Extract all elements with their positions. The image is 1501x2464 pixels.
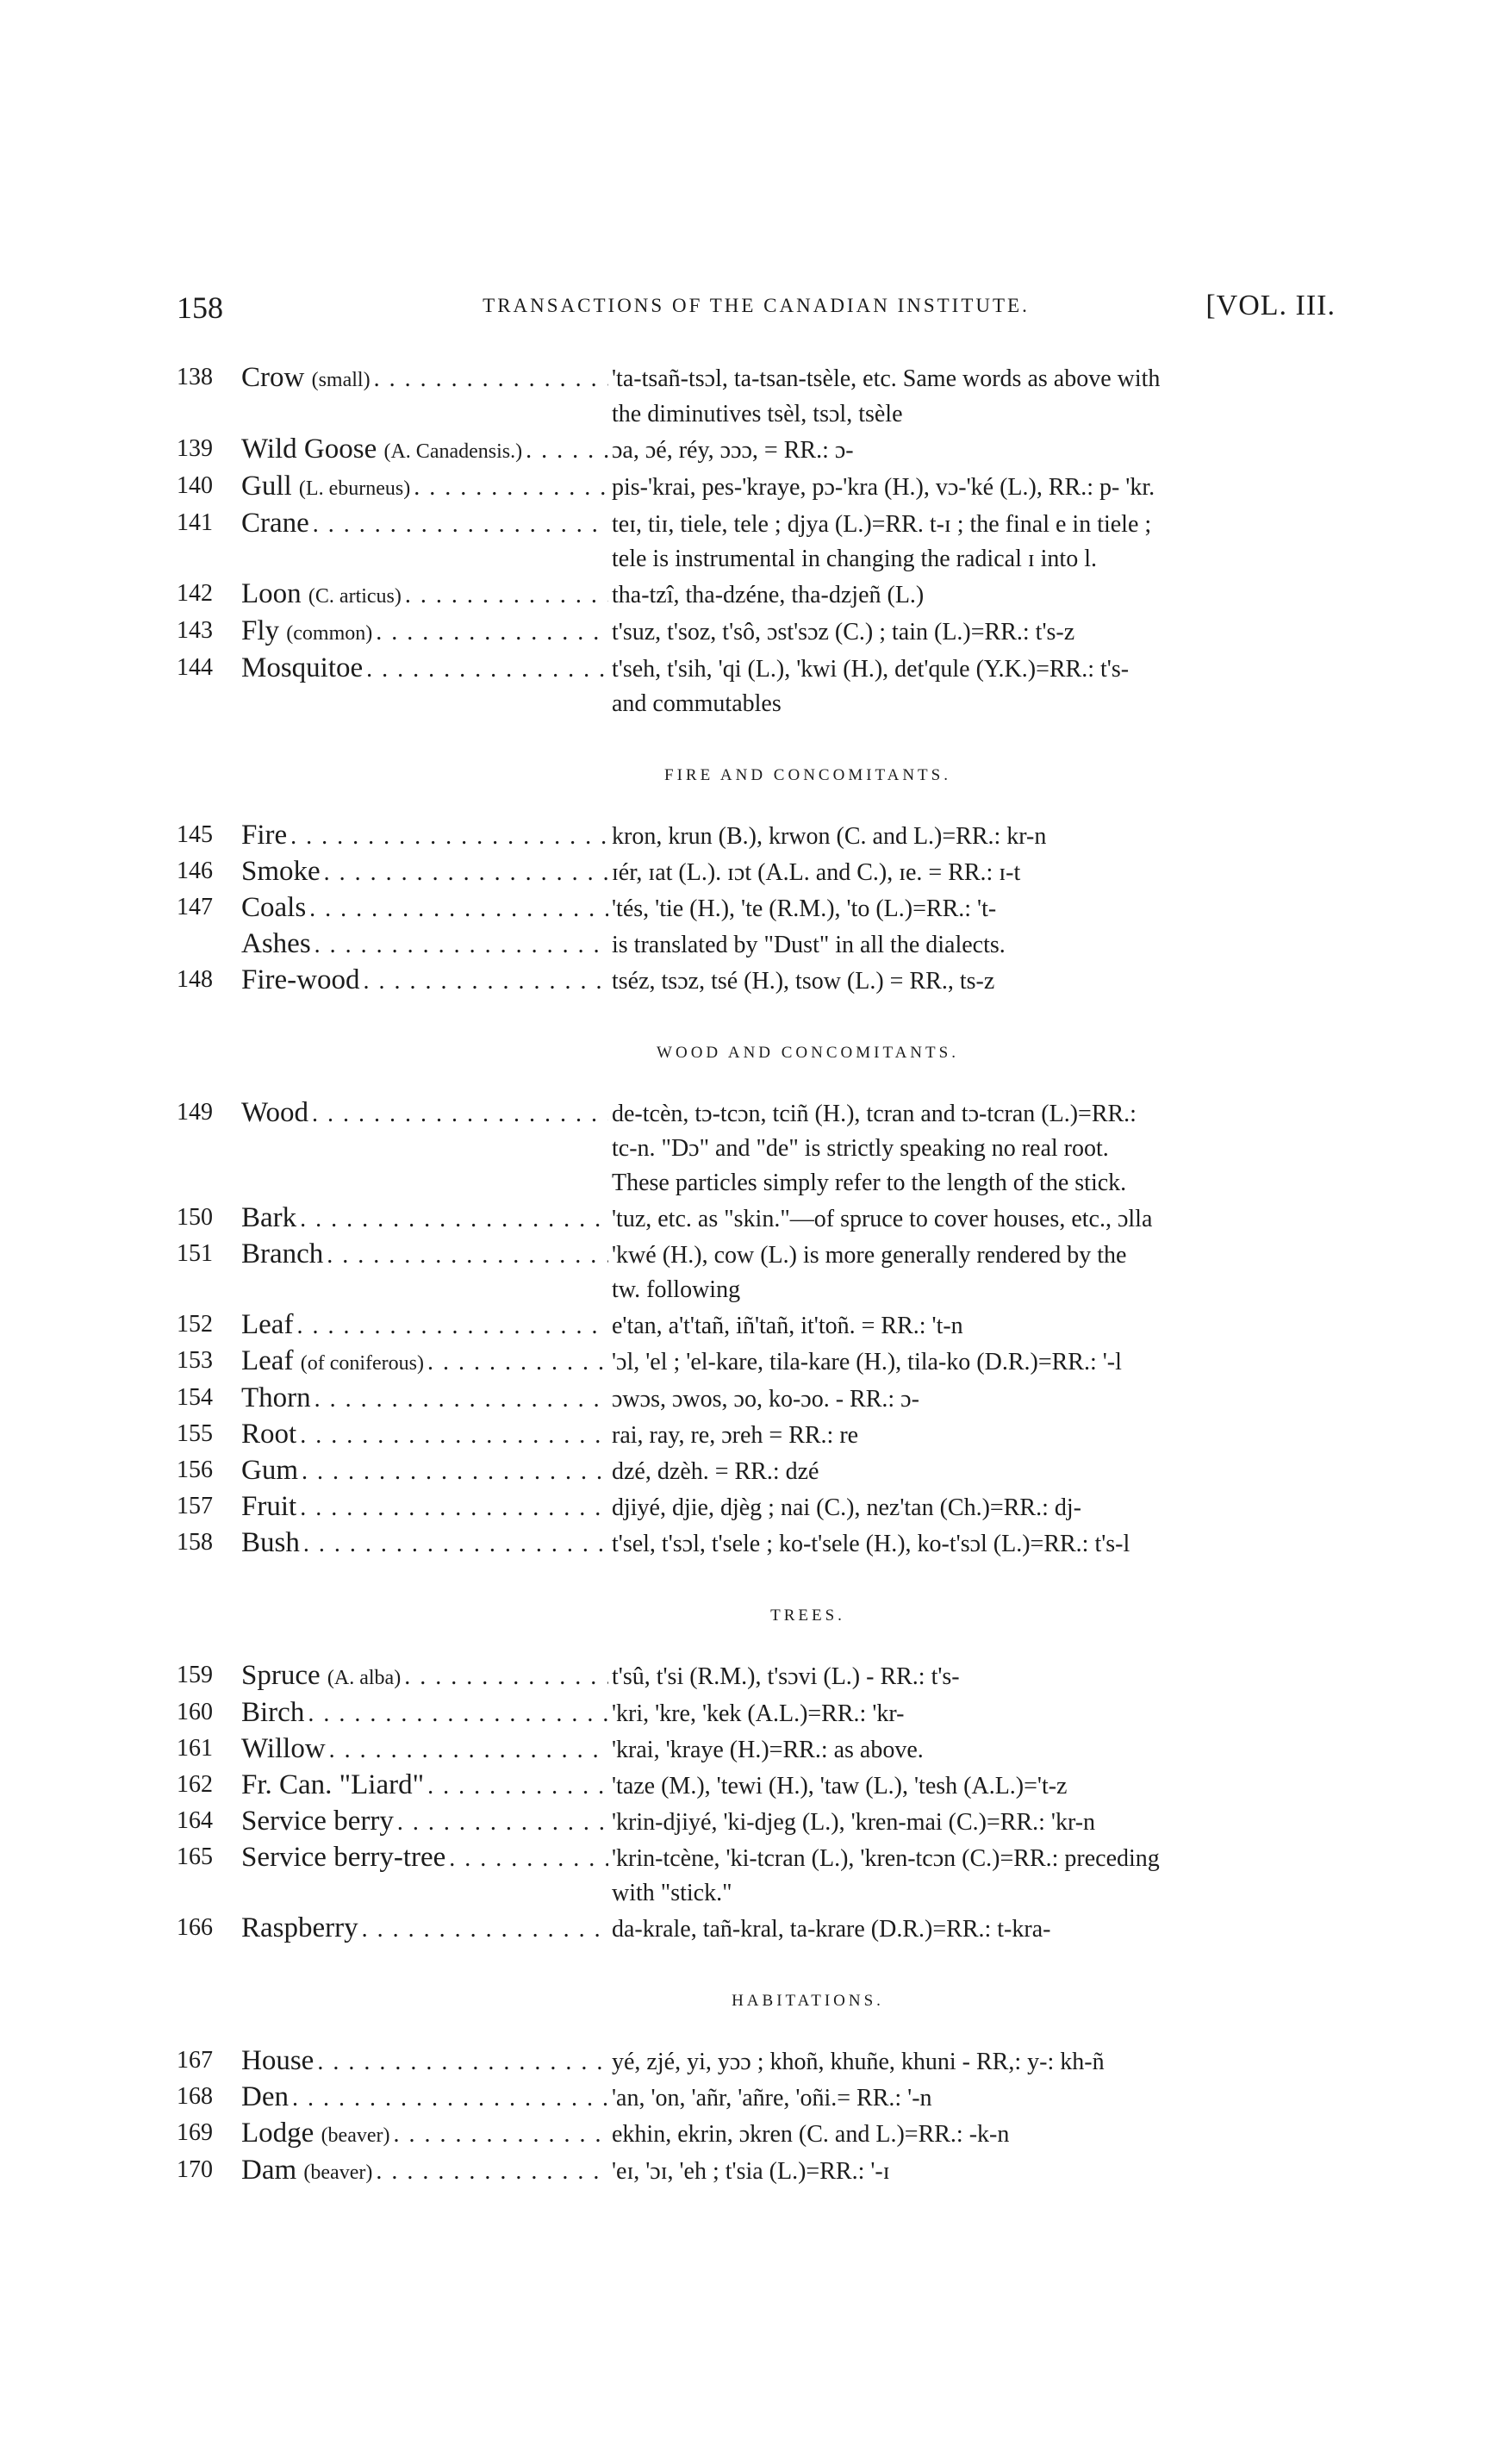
entry-term-word: Den <box>241 2081 289 2112</box>
leader-dots <box>449 1842 608 1876</box>
entry-definition: 'ɔl, 'el ; 'el-kare, tila-kare (H.), tila-ko (D.R.)=RR.: '-l <box>612 1349 1122 1375</box>
vocab-section <box>177 766 1336 999</box>
entry-number: 153 <box>177 1347 213 1374</box>
entry-number: 166 <box>177 1914 213 1941</box>
entry-definition: tséz, tsɔz, tsé (H.), tsow (L.) = RR., ts-z <box>612 968 995 995</box>
leader-dots <box>292 2081 608 2116</box>
leader-dots <box>313 508 608 542</box>
vocab-entry <box>177 432 1336 469</box>
leader-dots <box>397 1806 608 1840</box>
leader-dots <box>324 856 608 890</box>
entry-term <box>241 1201 296 1235</box>
entry-number: 140 <box>177 472 213 499</box>
entry-term <box>241 1840 445 1875</box>
entry-term <box>241 2116 390 2153</box>
entry-term-word: Root <box>241 1419 297 1450</box>
entry-number: 149 <box>177 1099 213 1126</box>
vocab-entry <box>177 1381 1336 1417</box>
vocab-entry <box>177 2153 1336 2190</box>
entry-number: 160 <box>177 1699 213 1725</box>
entry-number: 143 <box>177 617 213 644</box>
vocab-entry <box>177 1489 1336 1525</box>
entry-term <box>241 1095 308 1130</box>
entry-number: 155 <box>177 1420 213 1447</box>
entry-term <box>241 1911 358 1945</box>
vocab-entry <box>177 1417 1336 1453</box>
vocab-entry <box>177 2116 1336 2153</box>
entry-definition: ɪér, ɪat (L.). ɪɔt (A.L. and C.), ɪe. = RR.: ɪ-t <box>612 859 1021 886</box>
entry-term <box>241 818 287 852</box>
entry-definition: teɪ, tiɪ, tiele, tele ; djya (L.)=RR. t-ɪ ; the final e in tiele ; <box>612 511 1152 538</box>
entry-term-note: (beaver) <box>321 2124 390 2147</box>
leader-dots <box>366 652 608 687</box>
vocab-entry <box>177 614 1336 651</box>
vocab-entry <box>177 1804 1336 1840</box>
leader-dots <box>302 1455 608 1489</box>
entry-term <box>241 506 309 540</box>
entry-term <box>241 360 371 397</box>
entry-number: 161 <box>177 1735 213 1762</box>
entry-definition: yé, zjé, yi, yɔɔ ; khoñ, khuñe, khuni - RR,: y-: kh-ñ <box>612 2049 1105 2075</box>
entry-term <box>241 432 522 469</box>
vocabulary-list <box>177 360 1336 2190</box>
vocab-entry <box>177 1453 1336 1489</box>
entry-term-word: Bark <box>241 1202 297 1233</box>
vocab-entry <box>177 1344 1336 1381</box>
entry-term-word: Bush <box>241 1527 300 1558</box>
entry-term <box>241 651 363 685</box>
entry-term-word: Branch <box>241 1238 324 1269</box>
entry-term-word: House <box>241 2045 315 2076</box>
entry-term <box>241 1768 424 1802</box>
entry-term <box>241 854 321 889</box>
volume-label: [VOL. III. <box>1205 290 1336 321</box>
entry-number: 169 <box>177 2119 213 2146</box>
entry-number: 146 <box>177 858 213 884</box>
entry-number: 142 <box>177 580 213 607</box>
entry-term <box>241 614 372 651</box>
leader-dots <box>394 2118 609 2152</box>
leader-dots <box>427 1769 608 1804</box>
vocab-entry <box>177 1768 1336 1804</box>
vocab-section <box>177 360 1336 721</box>
entry-number: 141 <box>177 509 213 536</box>
vocab-entry <box>177 1095 1336 1201</box>
entry-term-word: Leaf <box>241 1345 294 1376</box>
entry-number: 158 <box>177 1529 213 1556</box>
section-heading: HABITATIONS. <box>732 1992 884 2010</box>
entry-term-word: Crow <box>241 362 305 393</box>
leader-dots <box>317 2045 608 2080</box>
entry-definition: 'krin-tcène, 'ki-tcran (L.), 'kren-tcɔn (C.)=RR.: preceding <box>612 1845 1160 1872</box>
page-number: 158 <box>177 290 223 325</box>
entry-definition: pis-'krai, pes-'kraye, pɔ-'kra (H.), vɔ-'ké (L.), RR.: p- 'kr. <box>612 474 1155 501</box>
entry-term <box>241 1731 326 1766</box>
vocab-entry <box>177 1731 1336 1768</box>
leader-dots <box>300 1419 608 1453</box>
leader-dots <box>300 1202 608 1237</box>
entry-term <box>241 469 410 506</box>
entry-number: 150 <box>177 1204 213 1231</box>
entry-term <box>241 963 359 997</box>
entry-definition: 'eɪ, 'ɔɪ, 'eh ; t'sia (L.)=RR.: '-ɪ <box>612 2158 890 2185</box>
entry-definition: t'suz, t'soz, t'sô, ɔst'sɔz (C.) ; tain (L.)=RR.: t's-z <box>612 619 1075 646</box>
entry-definition: 'taze (M.), 'tewi (H.), 'taw (L.), 'tesh (A.L.)='t-z <box>612 1773 1068 1800</box>
leader-dots <box>315 1382 608 1417</box>
vocab-entry <box>177 890 1336 926</box>
leader-dots <box>329 1733 608 1768</box>
entry-term-word: Birch <box>241 1697 305 1728</box>
vocab-entry <box>177 1307 1336 1344</box>
vocab-entry <box>177 577 1336 614</box>
entry-definition: dzé, dzèh. = RR.: dzé <box>612 1458 819 1485</box>
entry-term <box>241 890 306 925</box>
entry-term-word: Service berry-tree <box>241 1842 446 1873</box>
vocab-entry <box>177 854 1336 890</box>
entry-term <box>241 1525 300 1560</box>
entry-term <box>241 926 311 961</box>
entry-definition: kron, krun (B.), krwon (C. and L.)=RR.: kr-n <box>612 823 1047 850</box>
entry-definition: 'ta-tsañ-tsɔl, ta-tsan-tsèle, etc. Same words as above with <box>612 365 1161 392</box>
entry-definition-continued: These particles simply refer to the length of the stick. <box>612 1170 1127 1196</box>
leader-dots <box>374 362 608 396</box>
entry-definition-continued: with "stick." <box>612 1880 732 1906</box>
entry-definition: ekhin, ekrin, ɔkren (C. and L.)=RR.: -k-n <box>612 2121 1010 2148</box>
entry-number: 139 <box>177 435 213 462</box>
entry-term <box>241 1417 296 1451</box>
entry-term-word: Ashes <box>241 928 311 959</box>
entry-definition-continued: tele is instrumental in changing the radical ɪ into l. <box>612 546 1097 572</box>
leader-dots <box>362 1912 608 1947</box>
entry-definition: 'kri, 'kre, 'kek (A.L.)=RR.: 'kr- <box>612 1700 905 1727</box>
entry-definition: is translated by "Dust" in all the dialects. <box>612 932 1006 958</box>
vocab-entry <box>177 360 1336 432</box>
entry-number: 167 <box>177 2047 213 2074</box>
entry-number: 138 <box>177 364 213 390</box>
vocab-entry <box>177 1201 1336 1237</box>
section-heading: TREES. <box>770 1606 845 1625</box>
leader-dots <box>327 1238 608 1273</box>
entry-definition: rai, ray, re, ɔreh = RR.: re <box>612 1422 859 1449</box>
entry-term-note: (common) <box>286 622 373 645</box>
leader-dots <box>290 820 608 854</box>
entry-definition: djiyé, djie, djèg ; nai (C.), nez'tan (Ch.)=RR.: dj- <box>612 1494 1081 1521</box>
entry-term-word: Fly <box>241 615 280 646</box>
leader-dots <box>405 578 608 613</box>
entry-term-note: (small) <box>311 369 371 391</box>
vocab-entry <box>177 2080 1336 2116</box>
entry-definition: 'an, 'on, 'añr, 'añre, 'oñi.= RR.: '-n <box>612 2085 932 2112</box>
entry-definition-continued: the diminutives tsèl, tsɔl, tsèle <box>612 401 903 427</box>
entry-term-word: Coals <box>241 892 307 923</box>
entry-term-word: Thorn <box>241 1382 311 1413</box>
entry-number: 152 <box>177 1311 213 1338</box>
entry-term <box>241 1489 296 1524</box>
entry-term-word: Spruce <box>241 1660 321 1691</box>
section-heading: FIRE AND CONCOMITANTS. <box>664 766 951 784</box>
entry-definition: e'tan, a't'tañ, iñ'tañ, it'toñ. = RR.: 't-n <box>612 1313 963 1339</box>
entry-term-word: Wild Goose <box>241 434 377 465</box>
entry-term-word: Dam <box>241 2155 297 2186</box>
entry-term-word: Smoke <box>241 856 321 887</box>
entry-term-word: Loon <box>241 578 302 609</box>
entry-definition: 'krai, 'kraye (H.)=RR.: as above. <box>612 1737 924 1763</box>
entry-number: 159 <box>177 1662 213 1688</box>
entry-term <box>241 2080 289 2114</box>
entry-number: 168 <box>177 2083 213 2110</box>
entry-term-word: Fire <box>241 820 288 851</box>
vocab-entry <box>177 651 1336 721</box>
vocab-entry <box>177 926 1336 963</box>
vocab-entry <box>177 963 1336 999</box>
entry-number: 165 <box>177 1843 213 1870</box>
entry-term-note: (L. eburneus) <box>298 477 411 500</box>
leader-dots <box>300 1491 608 1525</box>
leader-dots <box>414 471 608 505</box>
entry-definition: ɔa, ɔé, réy, ɔɔɔ, = RR.: ɔ- <box>612 437 854 464</box>
vocab-entry <box>177 1658 1336 1695</box>
running-title: TRANSACTIONS OF THE CANADIAN INSTITUTE. <box>483 295 1030 316</box>
entry-definition-continued: tw. following <box>612 1276 741 1303</box>
page-header <box>177 290 1336 333</box>
entry-number: 164 <box>177 1807 213 1834</box>
entry-definition-continued: tc-n. "Dɔ" and "de" is strictly speaking no real root. <box>612 1135 1109 1162</box>
entry-term <box>241 1695 304 1730</box>
entry-number: 148 <box>177 966 213 993</box>
entry-number: 157 <box>177 1493 213 1519</box>
entry-term <box>241 1804 394 1838</box>
leader-dots <box>309 892 608 926</box>
entry-term-word: Lodge <box>241 2118 315 2149</box>
vocab-entry <box>177 2043 1336 2080</box>
entry-definition: t'sû, t'si (R.M.), t'sɔvi (L.) - RR.: t's- <box>612 1663 960 1690</box>
entry-term <box>241 1453 298 1488</box>
entry-definition-continued: and commutables <box>612 690 782 717</box>
entry-term-note: (A. Canadensis.) <box>383 440 523 463</box>
entry-term <box>241 1381 311 1415</box>
vocab-entry <box>177 1237 1336 1307</box>
leader-dots <box>315 928 608 963</box>
entry-term <box>241 1344 424 1381</box>
leader-dots <box>404 1660 608 1694</box>
entry-number: 154 <box>177 1384 213 1411</box>
entry-term-word: Crane <box>241 508 309 539</box>
entry-term <box>241 1307 293 1342</box>
vocab-entry <box>177 1911 1336 1947</box>
entry-term <box>241 2043 314 2078</box>
vocab-entry <box>177 469 1336 506</box>
entry-definition: t'sel, t'sɔl, t'sele ; ko-t'sele (H.), ko-t'sɔl (L.)=RR.: t's-l <box>612 1531 1130 1557</box>
entry-number: 156 <box>177 1457 213 1483</box>
leader-dots <box>303 1527 608 1562</box>
entry-number: 144 <box>177 654 213 681</box>
entry-term-word: Service berry <box>241 1806 394 1837</box>
entry-definition: t'seh, t'sih, 'qi (L.), 'kwi (H.), det'qule (Y.K.)=RR.: t's- <box>612 656 1130 683</box>
leader-dots <box>526 434 608 468</box>
entry-definition: 'tés, 'tie (H.), 'te (R.M.), 'to (L.)=RR.: 't- <box>612 895 997 922</box>
entry-number: 170 <box>177 2156 213 2183</box>
leader-dots <box>296 1309 608 1344</box>
entry-term-note: (beaver) <box>303 2161 373 2184</box>
entry-term-word: Gum <box>241 1455 298 1486</box>
entry-term-word: Fire-wood <box>241 964 360 995</box>
entry-definition: tha-tzî, tha-dzéne, tha-dzjeñ (L.) <box>612 582 925 608</box>
entry-term-note: (C. articus) <box>308 585 402 608</box>
vocab-entry <box>177 1525 1336 1562</box>
entry-term-word: Fr. Can. "Liard" <box>241 1769 425 1800</box>
entry-definition: 'tuz, etc. as "skin."—of spruce to cover houses, etc., ɔlla <box>612 1206 1153 1232</box>
entry-definition: ɔwɔs, ɔwos, ɔo, ko-ɔo. - RR.: ɔ- <box>612 1386 919 1413</box>
entry-definition: 'kwé (H.), cow (L.) is more generally rendered by the <box>612 1242 1127 1269</box>
entry-term-word: Mosquitoe <box>241 652 364 683</box>
vocab-section <box>177 1606 1336 1947</box>
entry-term-note: (of coniferous) <box>300 1352 424 1375</box>
vocab-entry <box>177 1695 1336 1731</box>
entry-term <box>241 2153 372 2190</box>
section-heading: WOOD AND CONCOMITANTS. <box>657 1044 959 1062</box>
entry-term <box>241 577 402 614</box>
vocab-section <box>177 1992 1336 2190</box>
vocab-section <box>177 1044 1336 1562</box>
entry-number: 147 <box>177 894 213 920</box>
entry-number: 151 <box>177 1240 213 1267</box>
entry-definition: 'krin-djiyé, 'ki-djeg (L.), 'kren-mai (C.)=RR.: 'kr-n <box>612 1809 1096 1836</box>
entry-term-word: Fruit <box>241 1491 297 1522</box>
leader-dots <box>427 1345 608 1380</box>
entry-definition: de-tcèn, tɔ-tcɔn, tciñ (H.), tcran and tɔ-tcran (L.)=RR.: <box>612 1101 1137 1127</box>
entry-term-note: (A. alba) <box>327 1667 402 1689</box>
entry-number: 162 <box>177 1771 213 1798</box>
leader-dots <box>312 1097 608 1132</box>
entry-term-word: Willow <box>241 1733 326 1764</box>
entry-term-word: Leaf <box>241 1309 294 1340</box>
entry-term-word: Raspberry <box>241 1912 358 1943</box>
vocab-entry <box>177 506 1336 577</box>
entry-term-word: Gull <box>241 471 292 502</box>
vocab-entry <box>177 818 1336 854</box>
entry-definition: da-krale, tañ-kral, ta-krare (D.R.)=RR.: t-kra- <box>612 1916 1051 1943</box>
entry-term-word: Wood <box>241 1097 309 1128</box>
leader-dots <box>308 1697 608 1731</box>
leader-dots <box>376 615 608 650</box>
leader-dots <box>363 964 608 999</box>
entry-term <box>241 1658 401 1695</box>
vocab-entry <box>177 1840 1336 1911</box>
entry-number: 145 <box>177 821 213 848</box>
entry-term <box>241 1237 323 1271</box>
leader-dots <box>376 2155 608 2189</box>
